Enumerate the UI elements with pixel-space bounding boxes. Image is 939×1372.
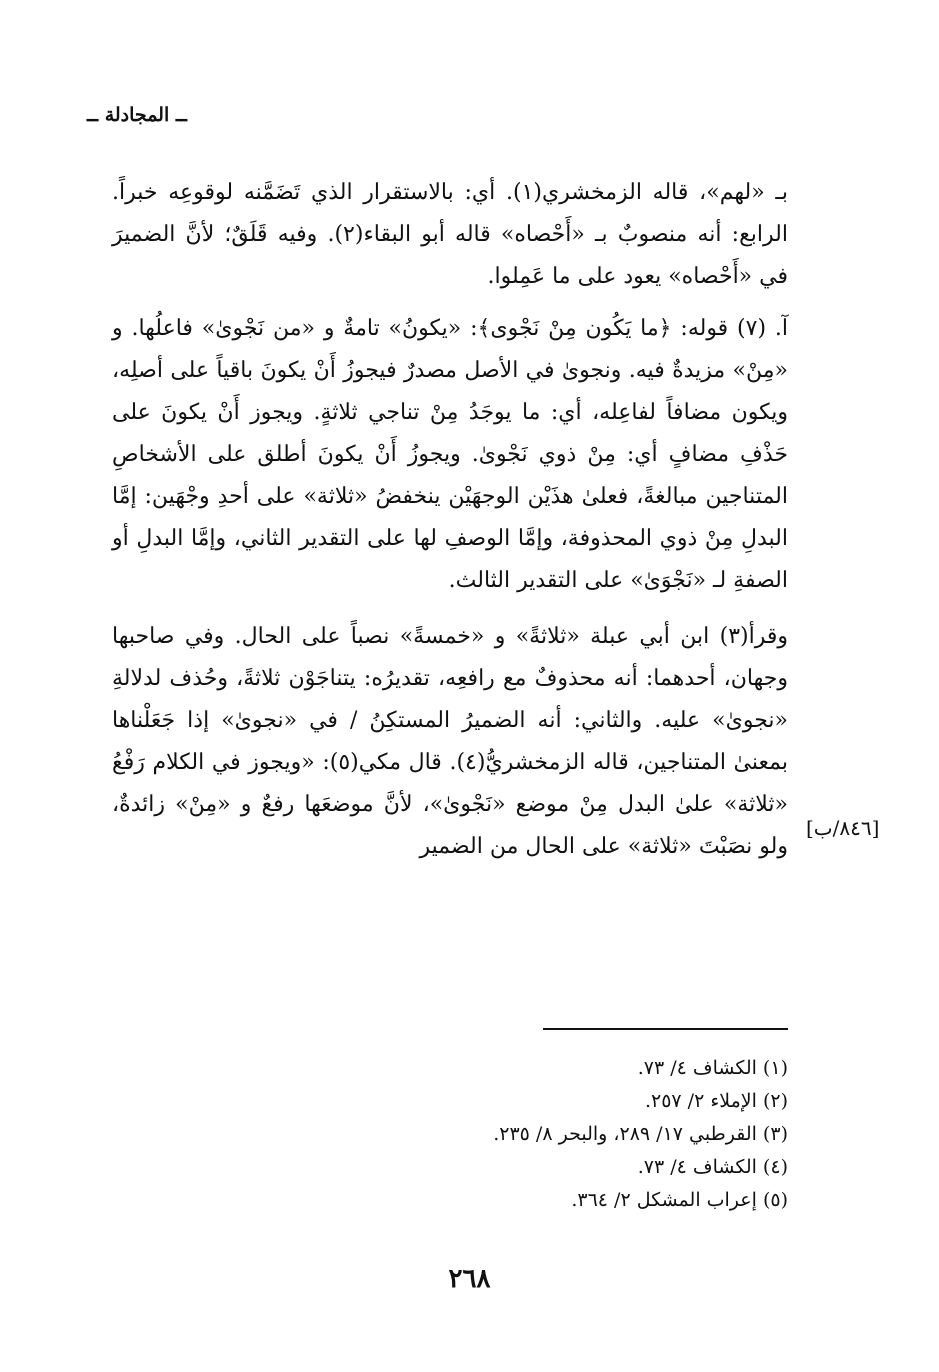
footnote-item: (٤) الكشاف ٤/ ٧٣. bbox=[637, 1156, 788, 1178]
manuscript-folio-marker: [٨٤٦/ب] bbox=[806, 816, 880, 840]
footnotes bbox=[368, 1052, 788, 1217]
footnote-item: (١) الكشاف ٤/ ٧٣. bbox=[637, 1057, 788, 1079]
footnote-item: (٥) إعراب المشكل ٢/ ٣٦٤. bbox=[571, 1189, 788, 1211]
page-number: ٢٦٨ bbox=[448, 1264, 491, 1294]
paragraph-1: بـ «لهم»، قاله الزمخشري(١). أي: بالاستقرار الذي تَضَمَّنه لوقوعِه خبراً. الرابع: أنه منصوبٌ بـ «أَحْصاه» قاله أبو البقاء(٢). وفيه قَلَقٌ؛ لأنَّ الضميرَ في «أَحْصاه» يعود على ما عَمِلوا. bbox=[112, 180, 788, 289]
main-text bbox=[112, 172, 788, 882]
footnote-item: (٢) الإملاء ٢/ ٢٥٧. bbox=[644, 1090, 788, 1112]
footnote-divider bbox=[543, 1028, 788, 1030]
running-header: ــ المجادلة ــ bbox=[86, 104, 187, 126]
paragraph-3: وقرأ(٣) ابن أبي عبلة «ثلاثةً» و «خمسةً» نصباً على الحال. وفي صاحبها وجهان، أحدهما: أنه محذوفٌ مع رافعِه، تقديرُه: يتناجَوْن ثلاثةً، وحُذف لدلالةِ «نجوىٰ» عليه. والثاني: أنه الضميرُ المستكِنُ / في «نجوىٰ» إذا جَعَلْناها بمعنىٰ المتناجين، قاله الزمخشريُّ(٤). قال مكي(٥): «ويجوز في الكلام رَفْعُ «ثلاثة» علىٰ البدل مِنْ موضع «نَجْوىٰ»، لأنَّ موضعَها رفعٌ و «مِنْ» زائدةٌ، ولو نصَبْتَ «ثلاثة» على الحال من الضمير bbox=[112, 624, 788, 859]
paragraph-2: آ. (٧) قوله: ﴿ما يَكُون مِنْ نَجْوى﴾: «يكونُ» تامةٌ و «من نَجْوىٰ» فاعلُها. و «مِنْ» مزيدةٌ فيه. ونجوىٰ في الأصل مصدرٌ فيجوزُ أَنْ يكونَ باقياً على أصلِه، ويكون مضافاً لفاعِله، أي: ما يوجَدُ مِنْ تناجي ثلاثةٍ. ويجوز أَنْ يكونَ على حَذْفِ مضافٍ أي: مِنْ ذوي نَجْوىٰ. ويجوزُ أَنْ يكونَ أطلق على الأشخاصِ المتناجين مبالغةً، فعلىٰ هذَيْن الوجهَيْن ينخفضُ «ثلاثة» على أحدِ وجْهَين: إمَّا البدلِ مِنْ ذوي المحذوفة، وإمَّا الوصفِ لها على التقدير الثاني، وإمَّا البدلِ أو الصفةِ لـ «نَجْوَىٰ» على التقدير الثالث. bbox=[112, 316, 789, 593]
footnote-item: (٣) القرطبي ١٧/ ٢٨٩، والبحر ٨/ ٢٣٥. bbox=[493, 1123, 788, 1145]
